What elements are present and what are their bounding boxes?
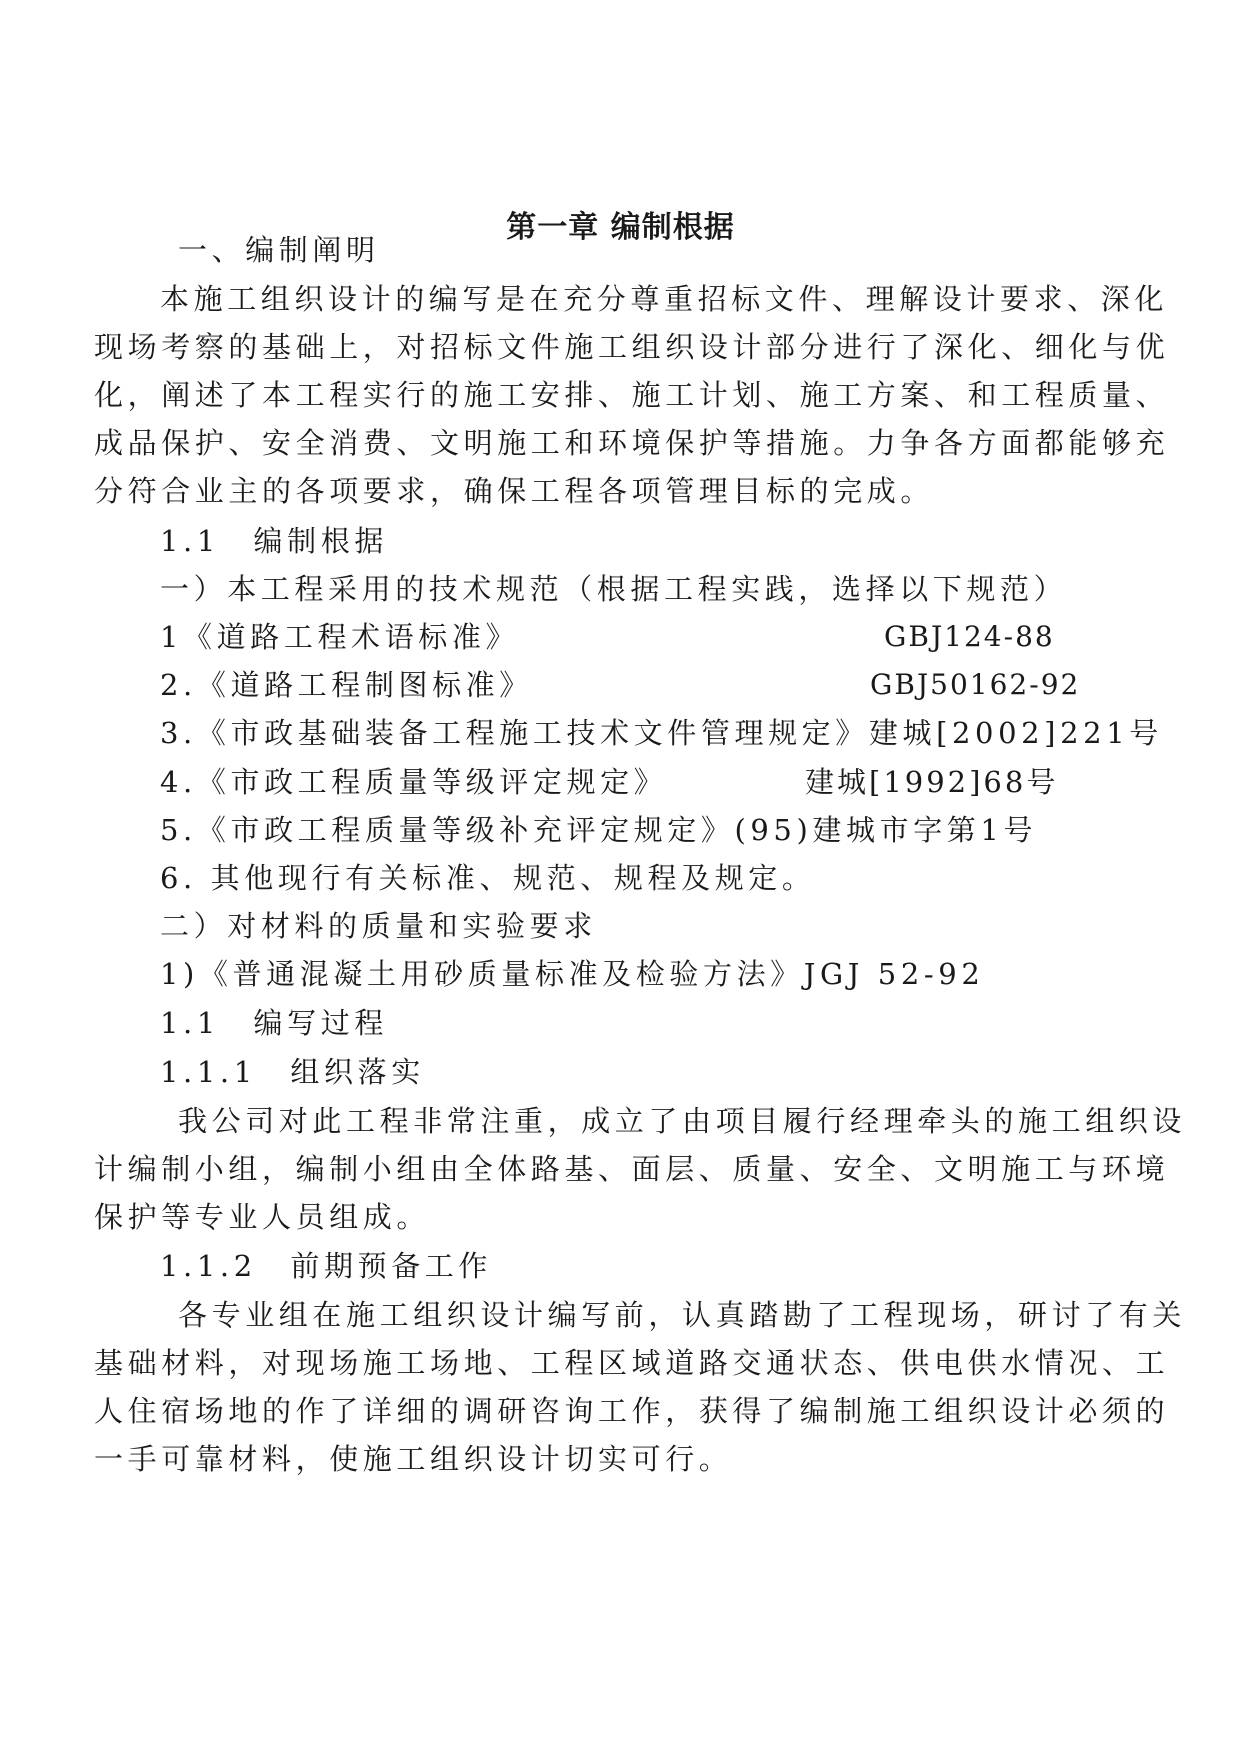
para3-line-1: 各专业组在施工组织设计编写前，认真踏勘了工程现场，研讨了有关 [178,1298,1187,1332]
heading-1-1: 1.1 编制根据 [160,524,388,558]
standard-item-1: 1《道路工程术语标准》 [160,620,520,654]
para3-line-3: 人住宿场地的作了详细的调研咨询工作，获得了编制施工组织设计必须的 [94,1394,1170,1428]
para1-line-5: 分符合业主的各项要求，确保工程各项管理目标的完成。 [94,474,935,508]
para1-line-1: 本施工组织设计的编写是在充分尊重招标文件、理解设计要求、深化 [160,282,1169,316]
section-heading: 一、编制阐明 [178,233,380,267]
para2-line-3: 保护等专业人员组成。 [94,1200,431,1234]
para1-line-2: 现场考察的基础上，对招标文件施工组织设计部分进行了深化、细化与优 [94,330,1170,364]
subheading-standards: 一）本工程采用的技术规范（根据工程实践，选择以下规范） [160,572,1068,606]
standard-code-2: GBJ50162-92 [870,668,1081,701]
standard-item-3: 3.《市政基础装备工程施工技术文件管理规定》建城[2002]221号 [160,716,1163,750]
para2-line-2: 计编制小组，编制小组由全体路基、面层、质量、安全、文明施工与环境 [94,1152,1170,1186]
para3-line-4: 一手可靠材料，使施工组织设计切实可行。 [94,1442,733,1476]
para3-line-2: 基础材料，对现场施工场地、工程区域道路交通状态、供电供水情况、工 [94,1346,1170,1380]
standard-item-4: 4.《市政工程质量等级评定规定》 [160,765,668,799]
heading-1-1-writing: 1.1 编写过程 [160,1006,388,1040]
chapter-title: 第一章 编制根据 [506,210,735,245]
para1-line-3: 化，阐述了本工程实行的施工安排、施工计划、施工方案、和工程质量、 [94,378,1170,412]
heading-1-1-1: 1.1.1 组织落实 [160,1055,425,1089]
material-item-1: 1)《普通混凝土用砂质量标准及检验方法》JGJ 52-92 [160,957,985,991]
heading-1-1-2: 1.1.2 前期预备工作 [160,1249,492,1283]
standard-item-5: 5.《市政工程质量等级补充评定规定》(95)建城市字第1号 [160,813,1038,847]
para2-line-1: 我公司对此工程非常注重，成立了由项目履行经理牵头的施工组织设 [178,1104,1187,1138]
standard-item-2: 2.《道路工程制图标准》 [160,668,533,702]
standard-item-6: 6. 其他现行有关标准、规范、规程及规定。 [160,861,816,895]
standard-code-1: GBJ124-88 [884,620,1055,653]
subheading-materials: 二）对材料的质量和实验要求 [160,909,597,943]
para1-line-4: 成品保护、安全消费、文明施工和环境保护等措施。力争各方面都能够充 [94,426,1170,460]
standard-code-4: 建城[1992]68号 [805,765,1059,799]
